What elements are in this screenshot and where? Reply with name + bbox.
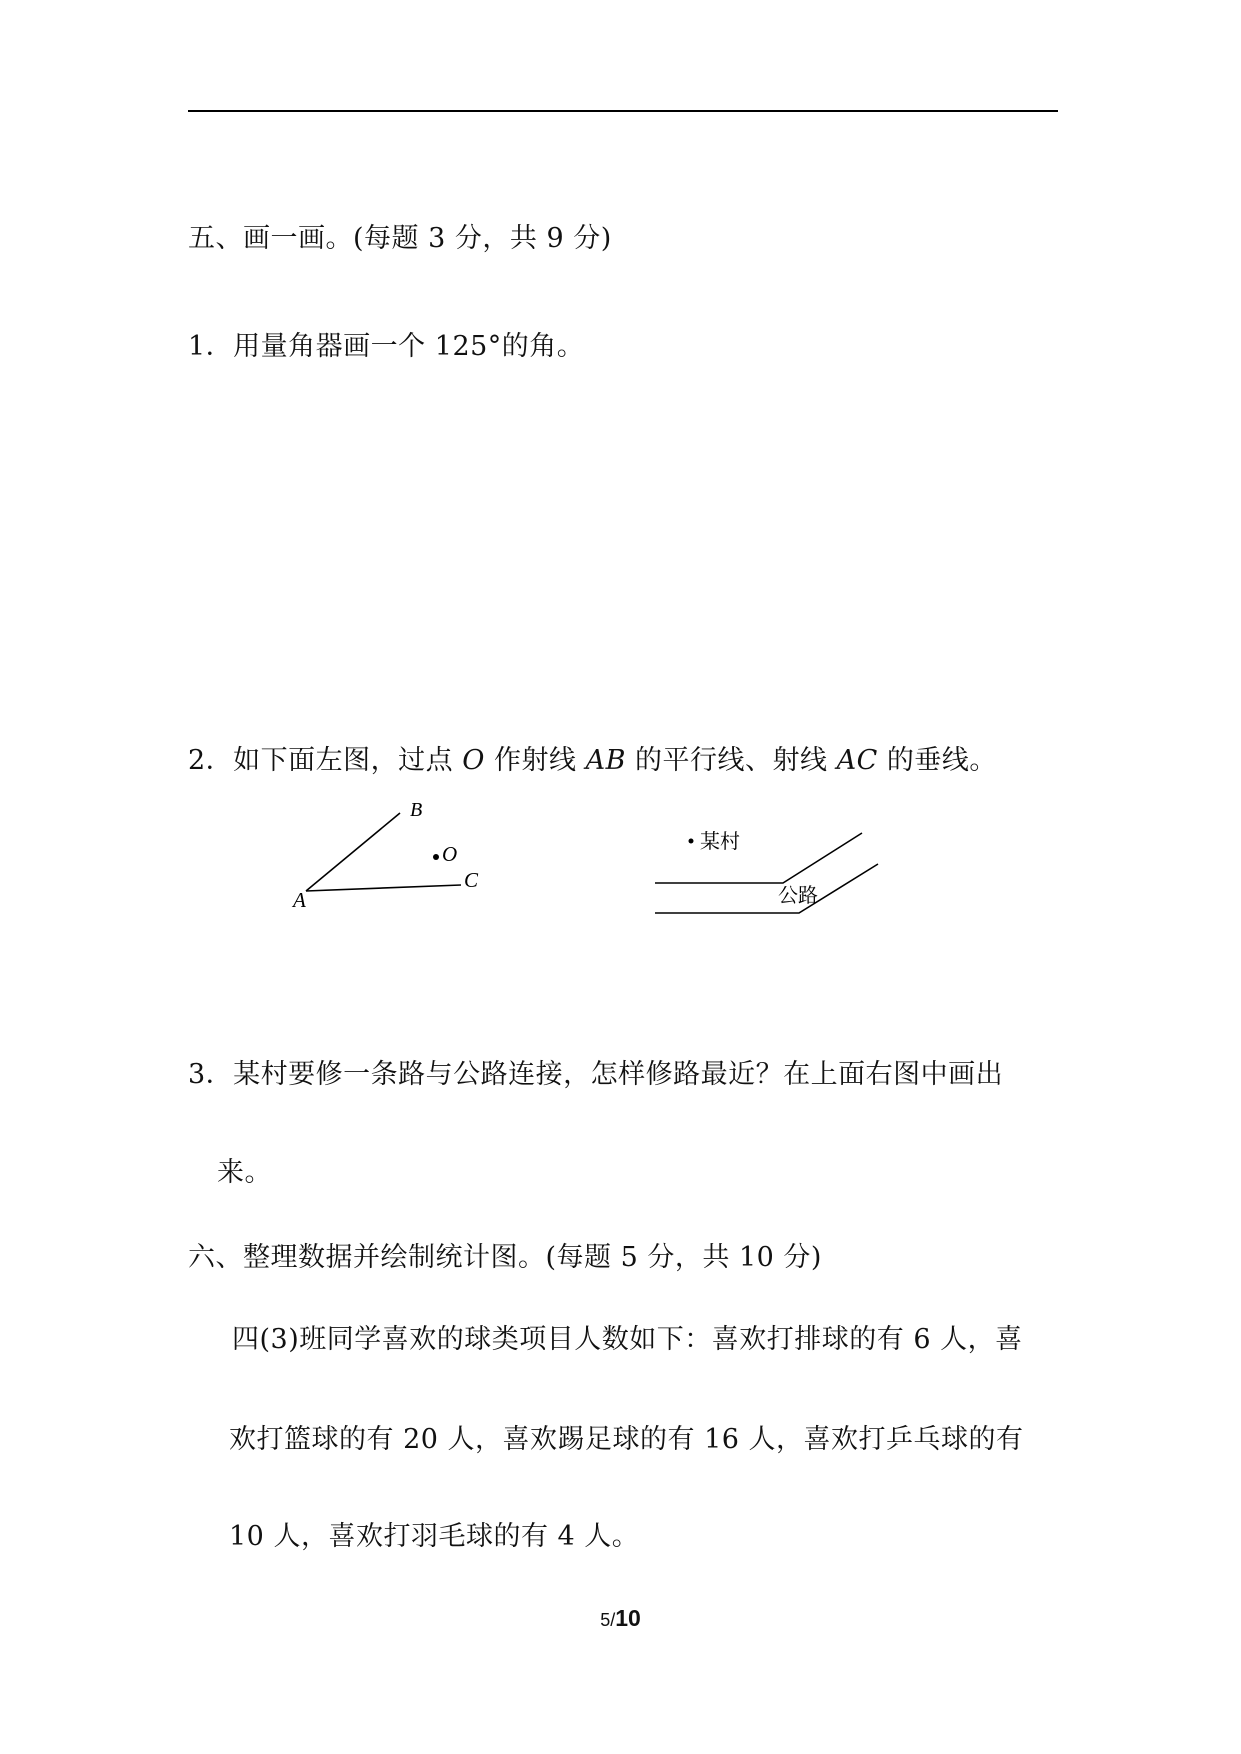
ray-ac bbox=[306, 885, 461, 891]
section-5-heading: 五、画一画。(每题 3 分，共 9 分) bbox=[188, 223, 612, 254]
question-1: 1．用量角器画一个 125°的角。 bbox=[188, 331, 585, 362]
point-o bbox=[433, 854, 439, 860]
label-o: O bbox=[442, 842, 458, 866]
question-2-text: 的垂线。 bbox=[877, 745, 997, 776]
point-o-ref: O bbox=[462, 745, 485, 776]
label-c: C bbox=[464, 868, 479, 892]
ray-ac-ref: AC bbox=[836, 745, 878, 776]
label-a: A bbox=[293, 888, 306, 912]
paragraph-line-1: 四(3)班同学喜欢的球类项目人数如下：喜欢打排球的有 6 人，喜 bbox=[232, 1324, 1023, 1355]
section-6-heading: 六、整理数据并绘制统计图。(每题 5 分，共 10 分) bbox=[188, 1242, 822, 1273]
village-label: 某村 bbox=[700, 829, 740, 853]
header-rule bbox=[188, 110, 1058, 112]
road-edge-lower bbox=[655, 864, 878, 913]
paragraph-line-3: 10 人，喜欢打羽毛球的有 4 人。 bbox=[229, 1521, 640, 1552]
road-figure bbox=[640, 805, 890, 915]
label-b: B bbox=[410, 799, 423, 821]
question-2 bbox=[188, 744, 997, 778]
paragraph-line-2: 欢打篮球的有 20 人，喜欢踢足球的有 16 人，喜欢打乒乓球的有 bbox=[229, 1424, 1024, 1455]
page-total: 10 bbox=[615, 1605, 641, 1631]
question-2-text: 的平行线、射线 bbox=[625, 745, 837, 776]
question-2-text: 作射线 bbox=[484, 745, 586, 776]
road-label: 公路 bbox=[778, 883, 818, 907]
question-2-text: 2．如下面左图，过点 bbox=[188, 745, 463, 776]
page-number bbox=[0, 1605, 1241, 1632]
road-edge-upper bbox=[655, 833, 862, 883]
question-3-line-1: 3．某村要修一条路与公路连接，怎样修路最近？在上面右图中画出 bbox=[188, 1059, 1004, 1090]
angle-figure bbox=[280, 795, 500, 915]
village-point bbox=[689, 839, 694, 844]
page-current: 5/ bbox=[600, 1610, 616, 1630]
ray-ab bbox=[306, 813, 400, 891]
ray-ab-ref: AB bbox=[585, 745, 626, 776]
question-3-line-2: 来。 bbox=[217, 1157, 272, 1188]
